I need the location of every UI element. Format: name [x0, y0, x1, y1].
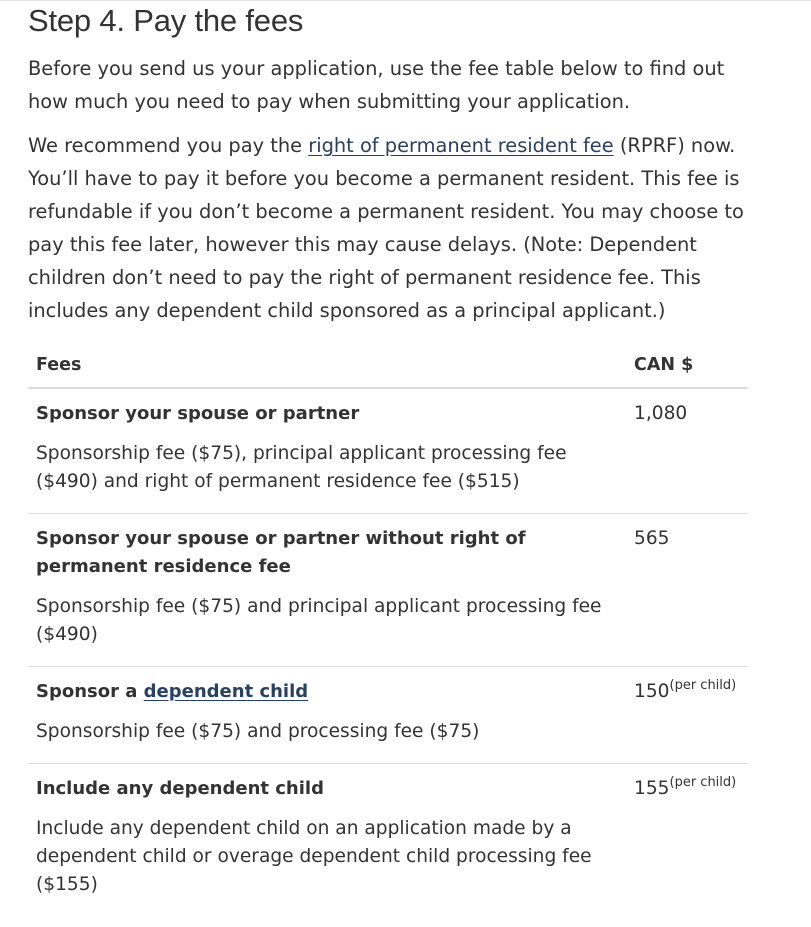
- fee-amount-value: 155: [634, 778, 670, 799]
- table-row: [28, 388, 748, 514]
- fee-description: Sponsorship fee ($75) and principal applicant processing fee ($490): [36, 596, 602, 645]
- fee-description: Sponsorship fee ($75), principal applicant processing fee ($490) and right of permanent residence fee ($515): [36, 443, 567, 492]
- fee-table: [28, 346, 748, 916]
- amount-cell: [626, 514, 748, 667]
- rprf-text-before: We recommend you pay the: [28, 134, 309, 157]
- fee-name: Include any dependent child: [36, 778, 324, 799]
- fees-section: [28, 0, 750, 916]
- amount-column-header: CAN $: [626, 346, 748, 388]
- rprf-paragraph: [28, 129, 750, 327]
- rprf-link[interactable]: right of permanent resident fee: [308, 134, 614, 157]
- per-child-note: (per child): [669, 677, 737, 693]
- fee-name-prefix: Sponsor a: [36, 681, 144, 702]
- table-row: [28, 764, 748, 917]
- fee-name: Sponsor your spouse or partner without right of permanent residence fee: [36, 528, 526, 577]
- rprf-text-after: (RPRF) now. You’ll have to pay it before you become a permanent resident. This fee is refundable if you don’t become a permanent resident. You may choose to pay this fee later, however this may cause delays. (Note: Dependent children don’t need to pay the right of permanent residence fee. This includes any dependent child sponsored as a principal applicant.): [28, 134, 744, 322]
- amount-cell: [626, 667, 748, 764]
- fee-table-header-row: [28, 346, 748, 388]
- fee-amount: [634, 677, 737, 702]
- fee-cell: [28, 388, 626, 514]
- fee-name: Sponsor your spouse or partner: [36, 403, 360, 424]
- fee-amount: 565: [634, 528, 670, 549]
- fee-name: [36, 678, 618, 706]
- dependent-child-link[interactable]: dependent child: [143, 681, 309, 702]
- fee-description: Include any dependent child on an application made by a dependent child or overage dependent child processing fee ($155): [36, 818, 592, 895]
- amount-cell: [626, 764, 748, 917]
- amount-cell: [626, 388, 748, 514]
- fee-cell: [28, 764, 626, 917]
- fee-cell: [28, 514, 626, 667]
- fees-column-header: Fees: [28, 346, 626, 388]
- fee-amount: [634, 774, 737, 799]
- per-child-note: (per child): [669, 774, 737, 790]
- table-row: [28, 514, 748, 667]
- table-row: [28, 667, 748, 764]
- fee-amount: 1,080: [634, 403, 688, 424]
- fee-amount-value: 150: [634, 681, 670, 702]
- fee-cell: [28, 667, 626, 764]
- page-title: Step 4. Pay the fees: [28, 3, 304, 38]
- intro-paragraph: Before you send us your application, use the fee table below to find out how much you need to pay when submitting your application.: [28, 57, 725, 113]
- fee-description: Sponsorship fee ($75) and processing fee ($75): [36, 721, 480, 742]
